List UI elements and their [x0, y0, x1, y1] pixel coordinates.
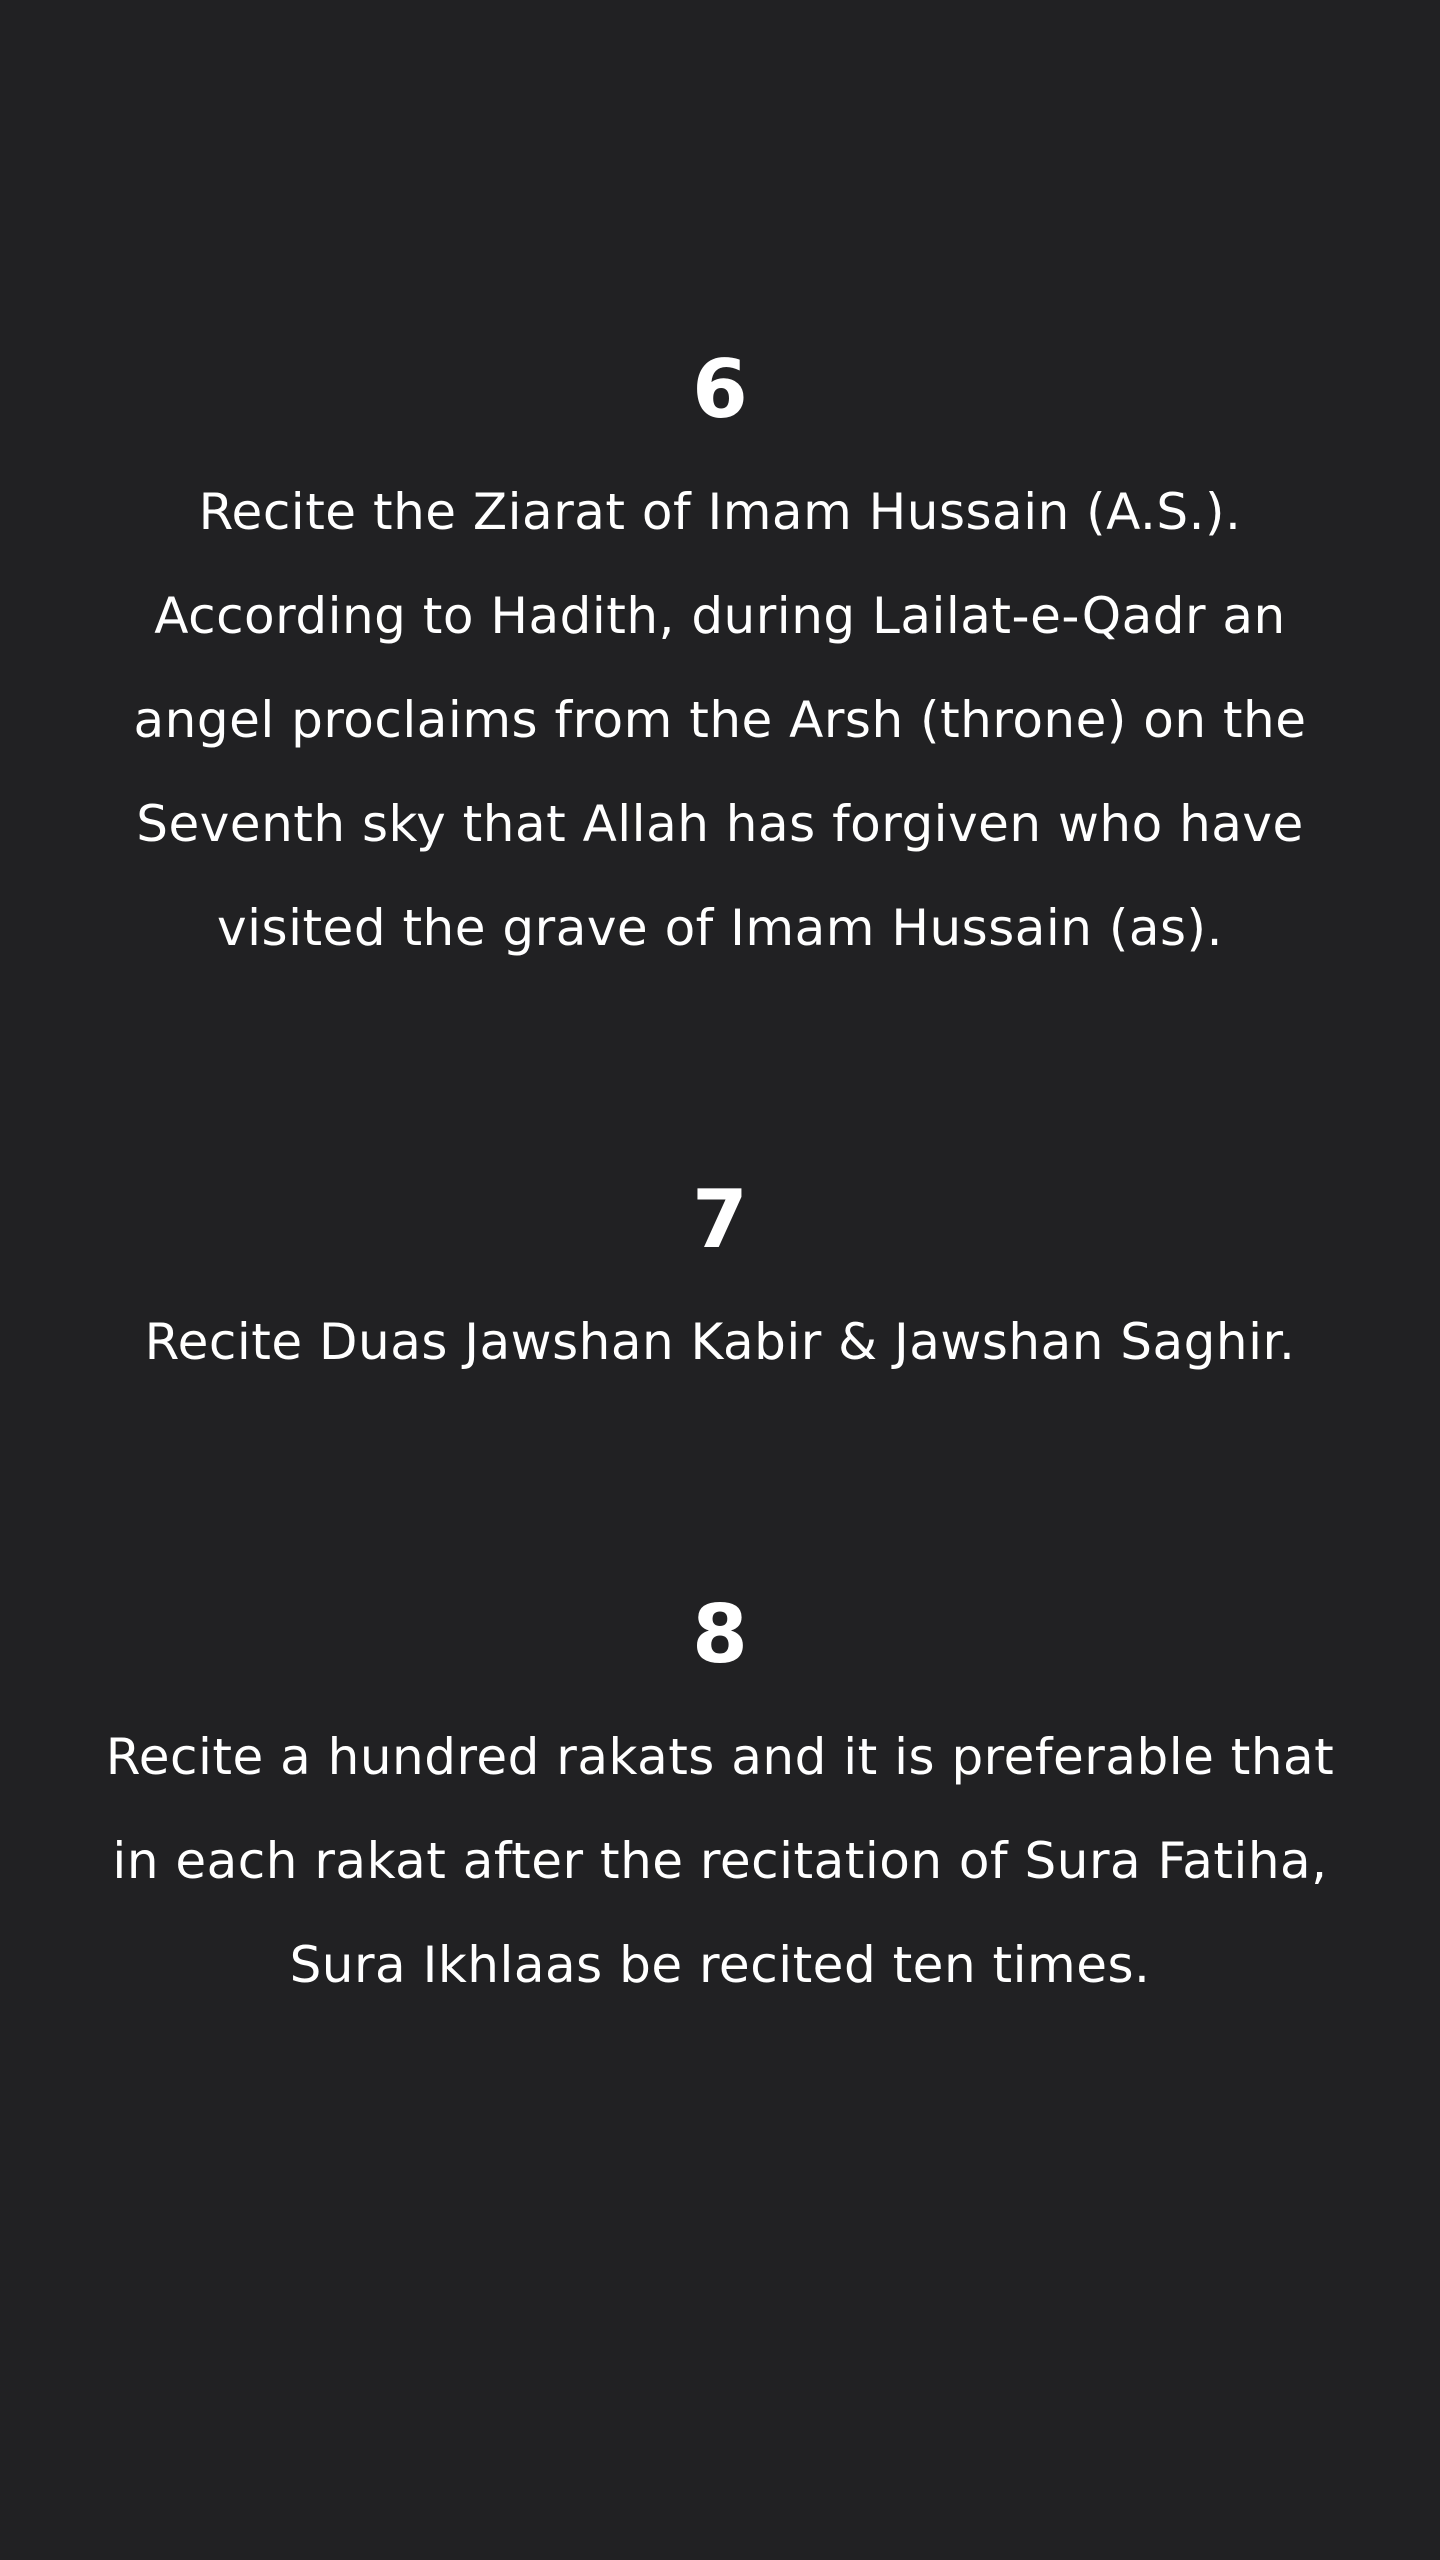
step-number: 6: [692, 343, 748, 436]
step-description: Recite Duas Jawshan Kabir & Jawshan Saghir.: [144, 1313, 1296, 1371]
step-item: [0, 340, 1440, 980]
step-description: Recite the Ziarat of Imam Hussain (A.S.). According to Hadith, during Lailat-e-Qadr an angel proclaims from the Arsh (throne) on the Seventh sky that Allah has forgiven who have visited the grave of Imam Hussain (as).: [133, 483, 1307, 957]
step-item: [0, 1585, 1440, 2017]
step-item: [0, 1170, 1440, 1394]
step-number: 8: [692, 1588, 748, 1681]
step-number: 7: [692, 1173, 748, 1266]
step-description: Recite a hundred rakats and it is preferable that in each rakat after the recitation of Sura Fatiha, Sura Ikhlaas be recited ten times.: [105, 1728, 1335, 1994]
